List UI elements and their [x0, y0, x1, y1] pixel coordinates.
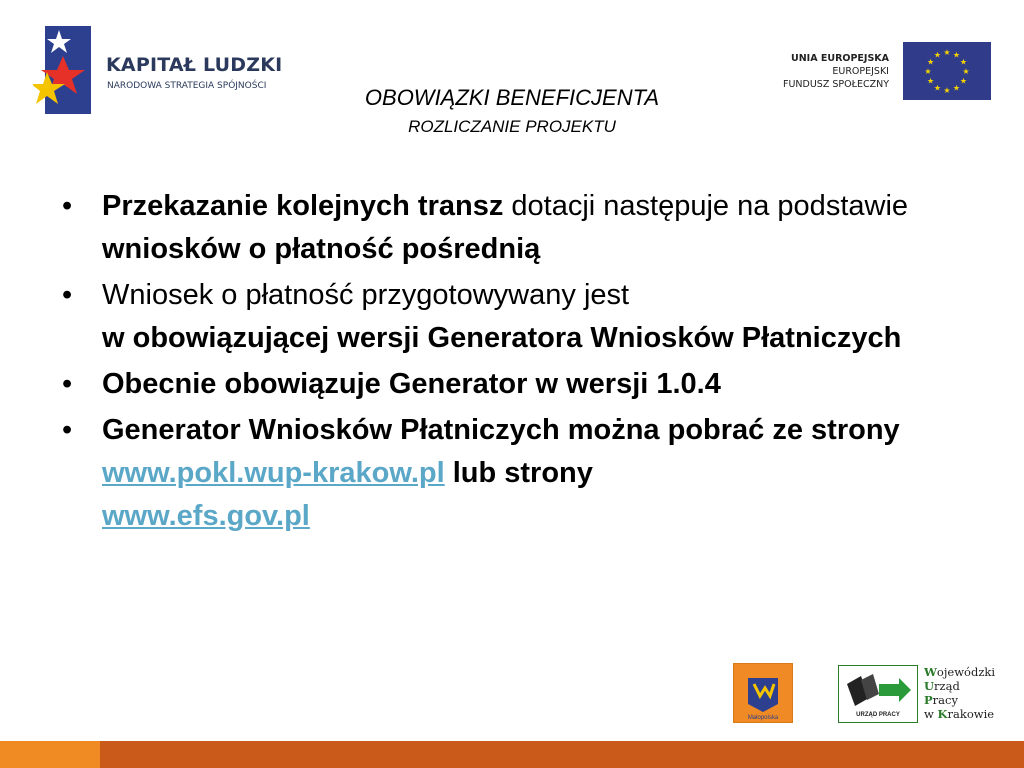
eu-line-3: FUNDUSZ SPOŁECZNY: [783, 79, 889, 90]
malopolska-logo: [733, 663, 793, 723]
wup-u: U: [924, 679, 935, 693]
eu-star-icon: ★: [943, 86, 951, 95]
wup-p: P: [924, 693, 933, 707]
kapital-ludzki-logo: [33, 26, 303, 116]
link-pokl-wup-krakow[interactable]: www.pokl.wup-krakow.pl: [102, 457, 445, 489]
wup-arrow-icon: [839, 666, 917, 722]
eu-star-icon: ★: [952, 50, 961, 60]
eu-star-icon: ★: [943, 48, 951, 57]
bullet-list: [62, 185, 967, 541]
eu-star-icon: ★: [933, 83, 942, 93]
bullet-4-bold-2: lub strony: [444, 457, 593, 489]
slide-title: OBOWIĄZKI BENEFICJENTA: [364, 85, 660, 110]
wup-w-lower: w: [924, 707, 938, 721]
bullet-1-bold-2: wniosków o płatność pośrednią: [102, 233, 541, 265]
wup-racy: racy: [932, 693, 958, 707]
bullet-item: [62, 185, 967, 271]
bullet-dot-icon: •: [62, 279, 73, 311]
wup-krakow-logo: [838, 663, 998, 725]
bullet-2-bold: w obowiązującej wersji Generatora Wniosków Płatniczych: [102, 322, 902, 354]
eu-star-icon: ★: [952, 83, 961, 93]
bullet-dot-icon: •: [62, 190, 73, 222]
bullet-item: [62, 363, 967, 406]
bullet-1-bold-1: Przekazanie kolejnych transz: [102, 190, 504, 222]
wup-rzad: rząd: [934, 679, 960, 693]
malopolska-emblem-icon: [734, 664, 792, 722]
eu-line-2: EUROPEJSKI: [832, 66, 889, 77]
bullet-item: [62, 409, 967, 538]
footer-bar: [100, 741, 1024, 768]
link-efs-gov[interactable]: www.efs.gov.pl: [102, 500, 310, 532]
bullet-dot-icon: •: [62, 414, 73, 446]
kapital-ludzki-star-icon: [33, 26, 93, 114]
bullet-item: [62, 274, 967, 360]
eu-star-icon: ★: [924, 67, 932, 76]
kapital-ludzki-title: KAPITAŁ LUDZKI: [106, 54, 283, 76]
footer-bar-accent: [0, 741, 100, 768]
bullet-2-text: Wniosek o płatność przygotowywany jest: [102, 279, 630, 311]
malopolska-caption: Małopolska: [747, 715, 779, 721]
eu-flag-icon: [903, 42, 991, 100]
eu-star-icon: ★: [926, 76, 935, 86]
wup-w: W: [924, 665, 937, 679]
wup-ojewodzki: ojewódzki: [936, 665, 996, 679]
wup-sign: [838, 665, 918, 723]
eu-logo-text: [783, 52, 889, 91]
eu-star-icon: ★: [962, 67, 970, 76]
eu-star-icon: ★: [933, 50, 942, 60]
bullet-dot-icon: •: [62, 368, 73, 400]
bullet-1-text: dotacji następuje na podstawie: [503, 190, 909, 222]
wup-k: K: [937, 707, 948, 721]
kapital-ludzki-subtitle: NARODOWA STRATEGIA SPÓJNOŚCI: [107, 81, 267, 91]
wup-rakowie: rakowie: [947, 707, 995, 721]
eu-star-icon: ★: [959, 76, 968, 86]
eu-line-1: UNIA EUROPEJSKA: [791, 53, 889, 64]
eu-star-icon: ★: [926, 57, 935, 67]
eu-star-icon: ★: [959, 57, 968, 67]
bullet-3-bold: Obecnie obowiązuje Generator w wersji 1.0.4: [102, 368, 721, 400]
slide-subtitle: ROZLICZANIE PROJEKTU: [408, 117, 616, 136]
bullet-4-bold-1: Generator Wniosków Płatniczych można pobrać ze strony: [102, 414, 900, 446]
wup-sign-caption: URZĄD PRACY: [856, 712, 900, 718]
wup-name: [924, 665, 995, 721]
